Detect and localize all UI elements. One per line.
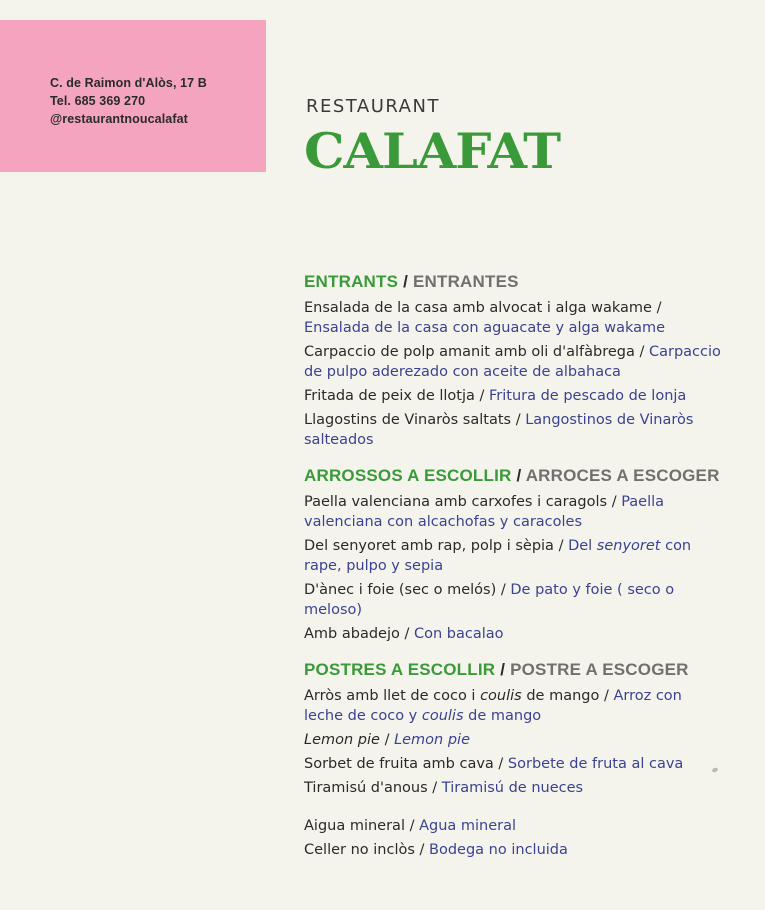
item-separator: / [558,538,564,554]
section-title-es: ENTRANTES [412,272,519,291]
section-arrossos [304,464,724,644]
item-separator: / [404,626,410,642]
section-title-ca: ENTRANTS [304,272,399,291]
menu-item [304,778,724,798]
menu [304,270,724,860]
title-separator: / [403,272,409,291]
item-ca: Paella valenciana amb carxofes i caragols [304,494,608,510]
item-ca: Carpaccio de polp amanit amb oli d'alfàbrega [304,344,635,360]
menu-item [304,342,724,382]
item-separator: / [611,494,617,510]
phone: Tel. 685 369 270 [50,94,146,108]
menu-item [304,730,724,750]
item-separator: / [479,388,485,404]
section-title-ca: POSTRES A ESCOLLIR [304,660,496,679]
item-ca: Del senyoret amb rap, polp i sèpia [304,538,554,554]
menu-item [304,580,724,620]
item-ca: Ensalada de la casa amb alvocat i alga wakame [304,300,652,316]
item-ca: Celler no inclòs [304,842,415,858]
menu-item [304,536,724,576]
item-separator: / [603,688,609,704]
item-es-emphasis: coulis [421,708,464,724]
item-es-emphasis: senyoret [596,538,661,554]
section-postres [304,658,724,798]
item-ca-emphasis: coulis [480,688,522,704]
item-es: Tiramisú de nueces [441,780,584,796]
item-es: Carpaccio de pulpo aderezado con aceite de albahaca [304,344,721,380]
brand-kicker: RESTAURANT [306,96,440,117]
item-separator: / [515,412,521,428]
item-ca-text: de mango [521,688,600,704]
item-ca: Fritada de peix de llotja [304,388,475,404]
item-ca: D'ànec i foie (sec o melós) [304,582,497,598]
item-es: Con bacalao [413,626,504,642]
menu-item [304,492,724,532]
item-es-text: Arroz con leche de coco y [304,688,682,724]
item-separator: / [498,756,504,772]
item-separator: / [432,780,438,796]
item-ca-text: Arròs amb llet de coco i [304,688,481,704]
item-es-text: Del [568,538,597,554]
item-separator: / [419,842,425,858]
item-separator: / [639,344,645,360]
menu-item [304,298,724,338]
address: C. de Raimon d'Alòs, 17 B [50,76,207,90]
item-ca: Lemon pie [304,732,380,748]
restaurant-name: CALAFAT [304,122,561,180]
item-ca: Sorbet de fruita amb cava [304,756,494,772]
menu-item [304,410,724,450]
item-ca [304,688,599,704]
extra-item [304,840,724,860]
contact-info [50,74,207,128]
item-separator: / [384,732,390,748]
extra-item [304,816,724,836]
item-ca: Llagostins de Vinaròs saltats [304,412,512,428]
item-es: Agua mineral [419,818,517,834]
menu-item [304,686,724,726]
item-es: Ensalada de la casa con aguacate y alga wakame [304,320,666,336]
section-title-es: POSTRE A ESCOGER [510,660,689,679]
item-es: Lemon pie [394,732,471,748]
item-es: Fritura de pescado de lonja [489,388,687,404]
title-separator: / [516,466,522,485]
menu-item [304,754,724,774]
menu-item [304,386,724,406]
item-es: De pato y foie ( seco o meloso) [304,582,675,618]
section-entrants [304,270,724,450]
item-es-text: con rape, pulpo y sepia [304,538,692,574]
item-ca: Amb abadejo [304,626,400,642]
item-ca: Tiramisú d'anous [304,780,428,796]
menu-item [304,624,724,644]
title-separator: / [500,660,506,679]
item-es: Bodega no incluida [429,842,568,858]
item-separator: / [656,300,662,316]
item-ca: Aigua mineral [304,818,405,834]
item-separator: / [500,582,506,598]
item-es: Paella valenciana con alcachofas y caracoles [304,494,665,530]
item-es: Langostinos de Vinaròs salteados [304,412,694,448]
item-separator: / [409,818,415,834]
item-es-text: de mango [463,708,542,724]
section-title [304,270,724,294]
section-title [304,464,724,488]
extras [304,816,724,860]
section-title-ca: ARROSSOS A ESCOLLIR [304,466,512,485]
section-title [304,658,724,682]
item-es: Sorbete de fruta al cava [507,756,684,772]
section-title-es: ARROCES A ESCOGER [525,466,720,485]
social-handle: @restaurantnoucalafat [50,112,188,126]
